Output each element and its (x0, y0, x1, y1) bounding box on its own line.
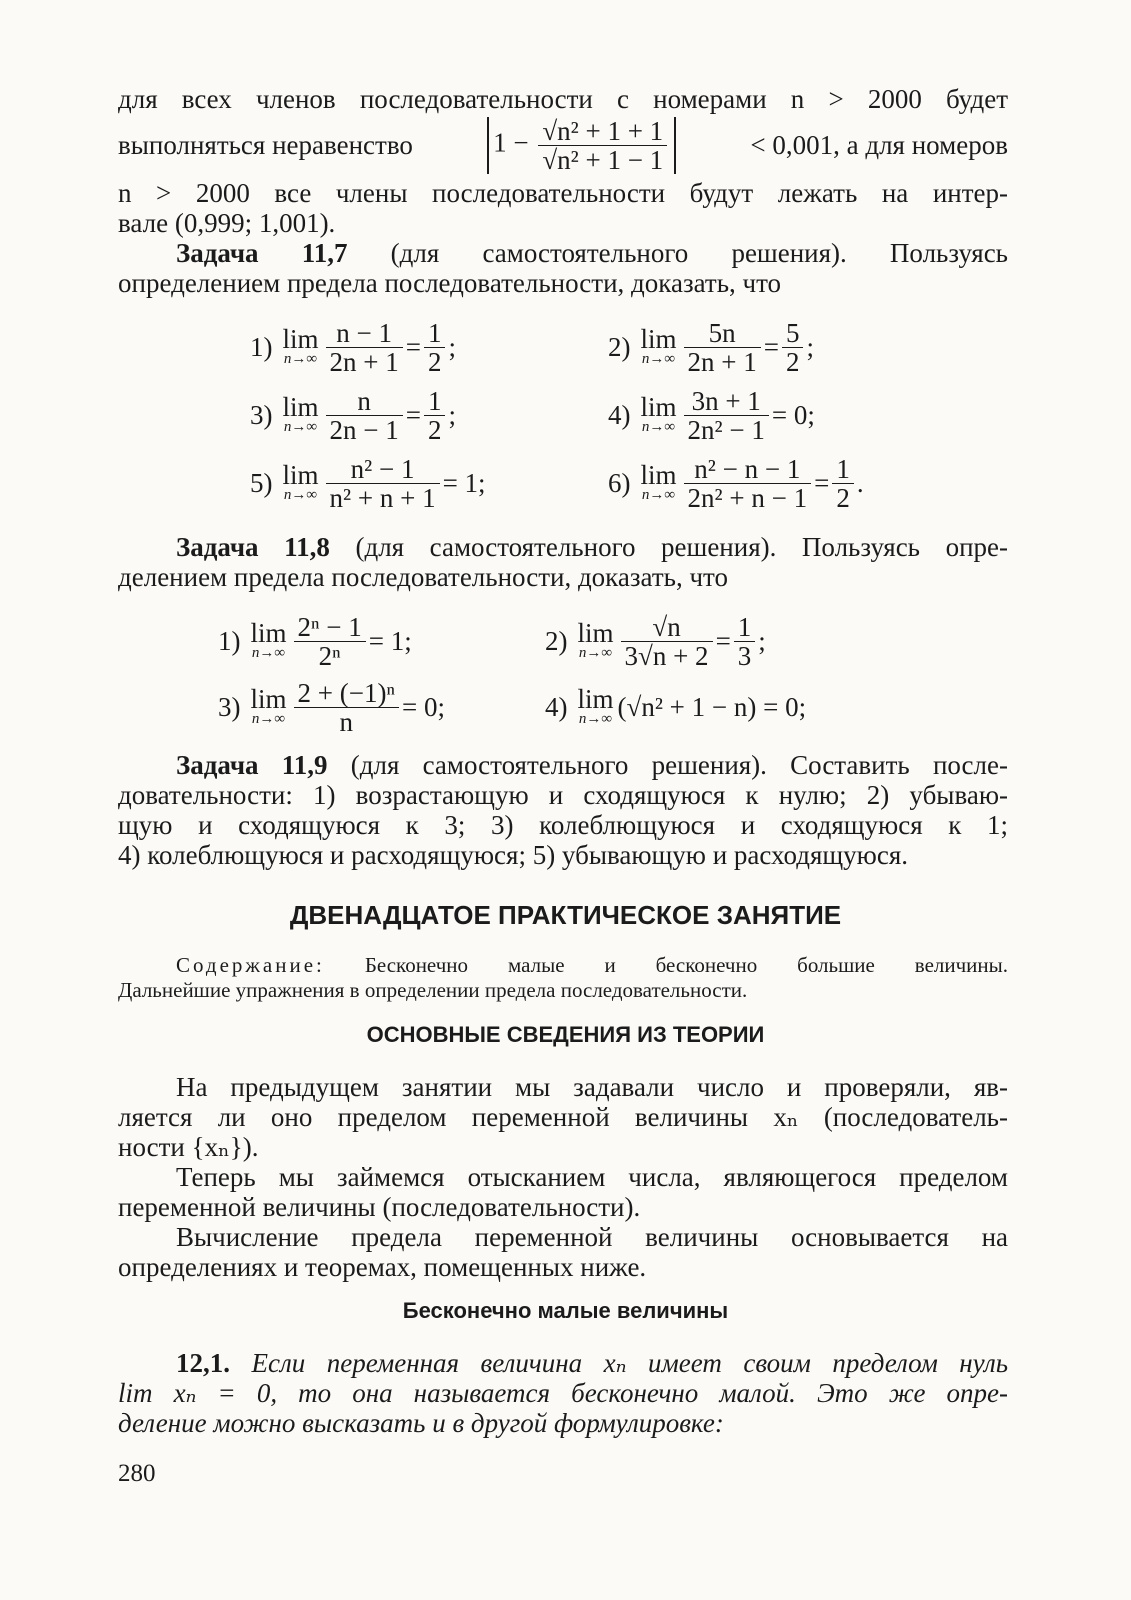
fraction-denominator: 2 (427, 414, 442, 445)
fraction-denominator: 2n − 1 (329, 414, 399, 445)
fraction (684, 319, 761, 376)
lim-text: lim (282, 460, 319, 490)
text-line: На предыдущем занятии мы задавали число и проверяли, яв- (176, 1072, 1008, 1102)
limit-operator (250, 684, 287, 727)
item-number: 2) (545, 625, 568, 656)
fraction (832, 455, 854, 512)
fraction (538, 117, 667, 174)
limit-operator (282, 460, 319, 503)
fraction-numerator: n (326, 387, 403, 416)
formula-item (218, 676, 445, 738)
fraction-denominator: 2n² + n − 1 (687, 482, 808, 513)
lim-text: lim (282, 324, 319, 354)
lim-subscript: n→∞ (578, 645, 613, 661)
text-span: выполняться неравенство (118, 130, 413, 160)
limit-operator (640, 324, 677, 367)
fraction-numerator: 1 (832, 455, 854, 484)
fraction-denominator: n² + n + 1 (329, 482, 436, 513)
fraction (424, 319, 446, 376)
equals-sign: = 1; (442, 467, 486, 498)
formula-end: . (856, 467, 864, 498)
equals-sign: = (715, 625, 731, 656)
equals-sign: = (814, 467, 830, 498)
formula-item (545, 676, 806, 738)
item-number: 1) (250, 331, 273, 362)
task-heading-line (118, 750, 1008, 780)
fraction-denominator: 2n² − 1 (687, 414, 765, 445)
fraction-numerator: √n (621, 613, 713, 642)
fraction-numerator: 1 (424, 319, 446, 348)
text-span: Если переменная величина xₙ имеет своим пределом нуль (251, 1348, 1009, 1378)
text-line: lim xₙ = 0, то она называется бесконечно малой. Это же опре- (118, 1378, 1008, 1408)
fraction (621, 613, 713, 670)
item-number: 2) (608, 331, 631, 362)
limit-operator (640, 392, 677, 435)
fraction-numerator: n − 1 (326, 319, 403, 348)
item-number: 1) (218, 625, 241, 656)
definition-number: 12,1. (176, 1348, 230, 1378)
absolute-value-expression (487, 117, 676, 174)
item-number: 4) (608, 399, 631, 430)
text-line: Теперь мы займемся отысканием числа, являющегося пределом (176, 1162, 1008, 1192)
item-number: 4) (545, 691, 568, 722)
text-line: переменной величины (последовательности). (118, 1192, 641, 1222)
math-term: 1 − (493, 127, 529, 158)
formula-tail: = 0; (401, 691, 445, 722)
formula-tail: = 1; (368, 625, 412, 656)
fraction-numerator: 1 (734, 613, 756, 642)
text-line: n > 2000 все члены последовательности будут лежать на интер- (118, 178, 1008, 208)
item-number: 5) (250, 467, 273, 498)
fraction (684, 455, 812, 512)
lim-text: lim (250, 684, 287, 714)
equals-sign: = (763, 331, 779, 362)
fraction (294, 613, 366, 670)
formula-item (545, 610, 766, 672)
fraction-denominator: 2 (785, 346, 800, 377)
fraction-denominator: n (339, 706, 353, 737)
fraction-numerator: √n² + 1 + 1 (538, 117, 667, 146)
text-line: Вычисление предела переменной величины основывается на (176, 1222, 1008, 1252)
text-line: определением предела последовательности, доказать, что (118, 268, 782, 298)
task-label: Задача 11,7 (176, 238, 348, 268)
fraction-numerator: 2 + (−1)ⁿ (294, 679, 399, 708)
fraction (294, 679, 399, 736)
limit-operator (250, 618, 287, 661)
formula-item (218, 610, 412, 672)
text-line: 4) колеблющуюся и расходящуюся; 5) убывающую и расходящуюся. (118, 840, 908, 870)
fraction-denominator: 2n + 1 (687, 346, 757, 377)
fraction-numerator: 3n + 1 (684, 387, 769, 416)
fraction (424, 387, 446, 444)
text-line: делением предела последовательности, доказать, что (118, 562, 728, 592)
lim-subscript: n→∞ (641, 351, 676, 367)
content-label: Содержание: (176, 953, 325, 977)
text-line: вале (0,999; 1,001). (118, 208, 336, 238)
text-span: (для самостоятельного решения). Пользуясь (390, 238, 1008, 268)
task-label: Задача 11,8 (176, 532, 330, 562)
formula-item (250, 452, 486, 514)
lim-text: lim (640, 392, 677, 422)
definition-line (118, 1348, 1008, 1378)
formula-end: ; (448, 331, 456, 362)
lim-text: lim (640, 324, 677, 354)
formula-end: ; (806, 331, 814, 362)
text-span: (для самостоятельного решения). Пользуясь опре- (355, 532, 1008, 562)
item-number: 3) (218, 691, 241, 722)
content-line: Дальнейшие упражнения в определении предела последовательности. (118, 978, 748, 1002)
limit-operator (282, 324, 319, 367)
section-title: ДВЕНАДЦАТОЕ ПРАКТИЧЕСКОЕ ЗАНЯТИЕ (289, 900, 842, 930)
lim-text: lim (640, 460, 677, 490)
fraction-denominator: √n² + 1 − 1 (542, 144, 664, 175)
equals-sign: = 0; (771, 399, 815, 430)
formula-item (608, 384, 815, 446)
fraction-numerator: n² − 1 (326, 455, 440, 484)
fraction-denominator: 2 (427, 346, 442, 377)
lim-subscript: n→∞ (641, 487, 676, 503)
lim-text: lim (250, 618, 287, 648)
lim-subscript: n→∞ (251, 645, 286, 661)
text-span: < 0,001, а для номеров (750, 130, 1008, 160)
fraction-numerator: 1 (424, 387, 446, 416)
text-line: щую и сходящуюся к 3; 3) колеблющуюся и сходящуюся к 1; (118, 810, 1008, 840)
item-number: 3) (250, 399, 273, 430)
inequality-line (118, 114, 1008, 176)
fraction (782, 319, 804, 376)
lim-text: lim (282, 392, 319, 422)
formula-item (250, 316, 456, 378)
text-span: (для самостоятельного решения). Составить после- (350, 750, 1008, 780)
text-span: Бесконечно малые и бесконечно большие величины. (364, 953, 1009, 977)
lim-subscript: n→∞ (578, 711, 613, 727)
formula-end: ; (448, 399, 456, 430)
text-line: довательности: 1) возрастающую и сходящуюся к нулю; 2) убываю- (118, 780, 1008, 810)
lim-subscript: n→∞ (283, 419, 318, 435)
limit-operator (577, 618, 614, 661)
formula-item (608, 316, 814, 378)
task-heading-line (118, 238, 1008, 268)
formula-end: ; (758, 625, 766, 656)
task-heading-line (118, 532, 1008, 562)
task-label: Задача 11,9 (176, 750, 328, 780)
fraction-numerator: 2ⁿ − 1 (294, 613, 366, 642)
equals-sign: = (405, 399, 421, 430)
lim-text: lim (577, 618, 614, 648)
lim-text: lim (577, 684, 614, 714)
fraction (326, 387, 403, 444)
limit-operator (282, 392, 319, 435)
lim-subscript: n→∞ (283, 487, 318, 503)
lim-subscript: n→∞ (283, 351, 318, 367)
fraction-denominator: 2ⁿ (318, 640, 341, 671)
fraction-denominator: 3 (737, 640, 752, 671)
text-line: ляется ли оно пределом переменной величины xₙ (последователь- (118, 1102, 1008, 1132)
content-line (118, 953, 1008, 978)
formula-item (250, 384, 456, 446)
fraction-denominator: 3√n + 2 (624, 640, 709, 671)
fraction-numerator: 5n (684, 319, 761, 348)
fraction-numerator: n² − n − 1 (684, 455, 812, 484)
text-line: ности {xₙ}). (118, 1132, 259, 1162)
item-number: 6) (608, 467, 631, 498)
fraction (326, 319, 403, 376)
text-line: определениях и теоремах, помещенных ниже. (118, 1252, 647, 1282)
lim-subscript: n→∞ (641, 419, 676, 435)
fraction (326, 455, 440, 512)
fraction-denominator: 2 (836, 482, 850, 513)
fraction-denominator: 2n + 1 (329, 346, 399, 377)
equals-sign: = (405, 331, 421, 362)
formula-item (608, 452, 864, 514)
text-line: для всех членов последовательности с номерами n > 2000 будет (118, 84, 1008, 114)
fraction (734, 613, 756, 670)
page-number: 280 (118, 1460, 156, 1487)
fraction-numerator: 5 (782, 319, 804, 348)
subsection-title: ОСНОВНЫЕ СВЕДЕНИЯ ИЗ ТЕОРИИ (366, 1022, 765, 1047)
formula-expression: (√n² + 1 − n) = 0; (617, 691, 807, 722)
lim-subscript: n→∞ (251, 711, 286, 727)
limit-operator (640, 460, 677, 503)
text-line: деление можно высказать и в другой формулировке: (118, 1408, 724, 1438)
limit-operator (577, 684, 614, 727)
fraction (684, 387, 769, 444)
subsection-title: Бесконечно малые величины (402, 1298, 729, 1323)
